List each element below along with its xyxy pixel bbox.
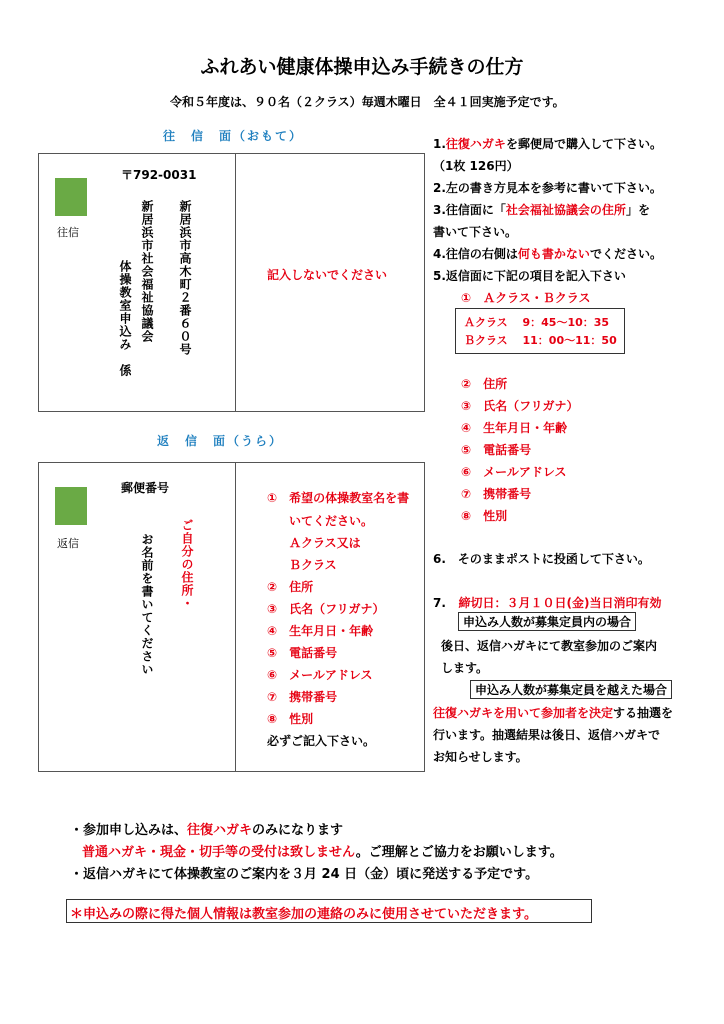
back-item: Ｂクラス bbox=[289, 558, 337, 572]
front-divider bbox=[235, 154, 236, 411]
within-capacity-text-2: します。 bbox=[441, 661, 489, 675]
footer-line-2: 普通ハガキ・現金・切手等の受付は致しません。ご理解とご協力をお願いします。 bbox=[82, 845, 563, 860]
step-1: 1.往復ハガキを郵便局で購入して下さい。 bbox=[433, 137, 662, 151]
step-5: 5.返信面に下記の項目を記入下さい bbox=[433, 269, 626, 283]
over-capacity-text-2: 行います。抽選結果は後日、返信ハガキで bbox=[433, 728, 661, 742]
privacy-note: ＊申込みの際に得た個人情報は教室参加の連絡のみに使用させていただきます。 bbox=[70, 907, 537, 922]
step-3: 3.往信面に「社会福祉協議会の住所」を bbox=[433, 203, 650, 217]
front-stamp-label: 往信 bbox=[57, 226, 79, 239]
back-item: ③ 氏名（フリガナ） bbox=[267, 602, 385, 616]
step-7: 7. 締切日：３月１０日(金)当日消印有効 bbox=[433, 596, 662, 610]
back-postal-label: 郵便番号 bbox=[121, 481, 170, 495]
back-item: いてください。 bbox=[289, 514, 374, 528]
back-stamp bbox=[55, 487, 87, 525]
within-capacity-text-1: 後日、返信ハガキにて教室参加のご案内 bbox=[441, 639, 658, 653]
front-caption: 往 信 面（おもて） bbox=[163, 129, 304, 143]
footer-line-1: ・参加申し込みは、往復ハガキのみになります bbox=[70, 823, 344, 838]
front-postal-code: 〒792-0031 bbox=[121, 168, 197, 182]
step-5-item: ⑧ 性別 bbox=[461, 509, 508, 523]
back-item: Ａクラス又は bbox=[289, 536, 361, 550]
back-item: ⑧ 性別 bbox=[267, 712, 314, 726]
within-capacity-label: 申込み人数が募集定員内の場合 bbox=[458, 612, 636, 631]
back-vertical-address-note: ご自分の住所・ bbox=[180, 519, 194, 610]
step-1-price: （1枚 126円） bbox=[433, 159, 519, 173]
page-title: ふれあい健康体操申込み手続きの仕方 bbox=[200, 56, 524, 78]
back-divider bbox=[235, 463, 236, 771]
back-caption: 返 信 面（うら） bbox=[157, 434, 284, 448]
class-b-time: Ｂクラス 11：00～11：50 bbox=[464, 334, 617, 347]
step-6: 6. そのままポストに投函して下さい。 bbox=[433, 552, 650, 566]
step-5-item: ⑤ 電話番号 bbox=[461, 443, 532, 457]
back-item: ⑦ 携帯番号 bbox=[267, 690, 338, 704]
class-a-time: Ａクラス 9：45～10：35 bbox=[464, 316, 610, 329]
back-vertical-name-note: お名前を書いてください bbox=[140, 533, 154, 676]
step-5-item: ⑥ メールアドレス bbox=[461, 465, 567, 479]
front-stamp bbox=[55, 178, 87, 216]
step-5-item: ② 住所 bbox=[461, 377, 508, 391]
back-item: ① 希望の体操教室名を書 bbox=[267, 491, 410, 505]
over-capacity-text-3: お知らせします。 bbox=[433, 750, 528, 764]
back-item: ⑥ メールアドレス bbox=[267, 668, 373, 682]
step-5-item-1: ① Ａクラス・Ｂクラス bbox=[461, 291, 591, 305]
step-5-item: ④ 生年月日・年齢 bbox=[461, 421, 568, 435]
back-item: ⑤ 電話番号 bbox=[267, 646, 338, 660]
front-address: 新居浜市高木町２番６０号 bbox=[178, 200, 192, 356]
over-capacity-text-1: 往復ハガキを用いて参加者を決定する抽選を bbox=[433, 706, 674, 720]
back-stamp-label: 返信 bbox=[57, 537, 79, 550]
step-3-cont: 書いて下さい。 bbox=[433, 225, 518, 239]
step-4: 4.往信の右側は何も書かないでください。 bbox=[433, 247, 662, 261]
front-recipient-org: 新居浜市社会福祉協議会 bbox=[140, 200, 154, 343]
footer-line-3: ・返信ハガキにて体操教室のご案内を３月 24 日（金）頃に発送する予定です。 bbox=[70, 867, 539, 882]
front-postcard bbox=[38, 153, 425, 412]
back-postcard bbox=[38, 462, 425, 772]
page-subtitle: 令和５年度は、９０名（２クラス）毎週木曜日 全４１回実施予定です。 bbox=[170, 95, 565, 109]
step-2: 2.左の書き方見本を参考に書いて下さい。 bbox=[433, 181, 662, 195]
back-item: ④ 生年月日・年齢 bbox=[267, 624, 374, 638]
step-5-item: ③ 氏名（フリガナ） bbox=[461, 399, 579, 413]
over-capacity-label: 申込み人数が募集定員を越えた場合 bbox=[470, 680, 672, 699]
front-recipient-dept: 体操教室申込み 係 bbox=[118, 260, 132, 377]
back-item: ② 住所 bbox=[267, 580, 314, 594]
step-5-item: ⑦ 携帯番号 bbox=[461, 487, 532, 501]
back-closing: 必ずご記入下さい。 bbox=[267, 734, 376, 748]
front-blank-note: 記入しないでください bbox=[267, 268, 388, 282]
